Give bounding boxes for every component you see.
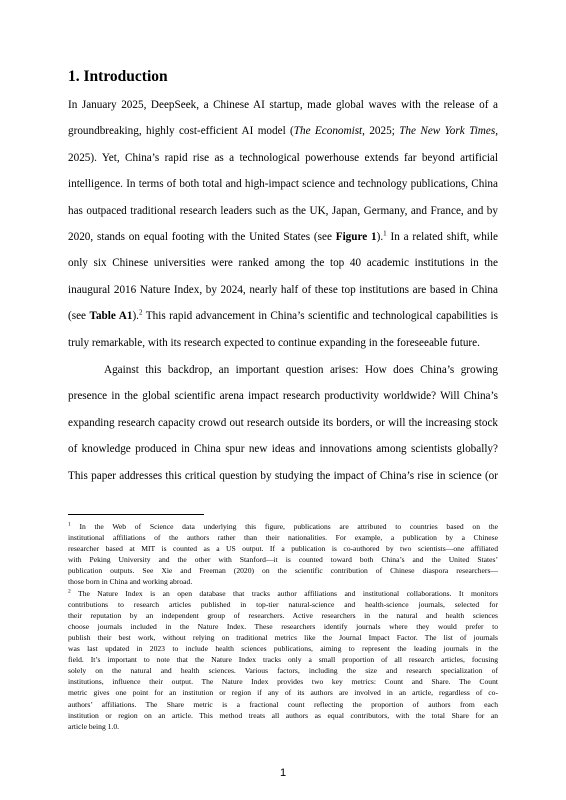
footnote-line: was last updated in 2023 to include health sciences publications, aiming to represent the leading journals in the [68,644,498,654]
text-line: intelligence. In terms of both total and high-impact science and technology publications, China [68,178,498,191]
text-span: 2020, stands on equal footing with the United States (see [68,230,336,243]
introduction-paragraph-1 [68,92,498,356]
text-line: This paper addresses this critical question by studying the impact of China’s rise in science (or [68,469,498,482]
footnote-line: authors’ affiliations. The Share metric is a fractional count reflecting the proportion of authors from each [68,699,498,709]
text-line: truly remarkable, with its research expected to continue expanding in the foreseeable future. [68,336,480,349]
footnote-line: publish their best work, without relying on traditional metrics like the Journal Impact Factor. The list of journals [68,632,498,642]
text-line: inaugural 2016 Nature Index, by 2024, nearly half of these top institutions are based in China [68,283,498,296]
footnote-1 [68,521,498,588]
text-line: 2025). Yet, China’s rapid rise as a technological powerhouse extends far beyond artificial [68,151,498,164]
page-number: 1 [279,767,287,779]
text-line: expanding research capacity crowd out research outside its borders, or will the increasing stock [68,416,498,429]
text-line: of knowledge produced in China spur new ideas and innovations among scientists globally? [68,443,498,456]
footnote-marker-2[interactable]: 2 [138,308,143,317]
footnote-line [68,521,498,532]
text-line: Against this backdrop, an important question arises: How does China’s growing [104,364,498,376]
footnote-line: solely on the natural and health sciences. Various factors, including the size and research specialization of [68,666,498,676]
footnote-line: field. It’s important to note that the Nature Index tracks only a small proportion of all research articles, focusing [68,655,498,665]
footnote-line: metric gives one point for an institution or region if any of its authors are involved in an article, regardless of co- [68,688,498,698]
footnote-number: 1 [68,521,71,528]
footnote-line: those born in China and working abroad. [68,577,193,587]
footnote-line: with Peking University and the other with Stanford—it is counted toward both China’s and the United States’ [68,555,498,565]
introduction-paragraph-2 [68,357,498,489]
footnote-2 [68,588,498,732]
table-reference[interactable]: Table A1 [89,310,133,323]
footnote-line: institutions, influence their output. The Nature Index provides two key metrics: Count and Share. The Count [68,677,498,687]
text-line [68,224,498,250]
text-line [68,303,498,329]
text-line: In January 2025, DeepSeek, a Chinese AI startup, made global waves with the release of a [68,99,498,111]
footnote-line: researcher based at MIT is counted as a US output. If a publication is co-authored by two scientists—one affiliated [68,544,498,554]
footnote-line: publication outputs. See Xie and Freeman (2020) on the scientific contribution of Chinese diaspora researchers— [68,566,498,576]
footnote-line: choose journals included in the Nature Index. These researchers identify journals where they would prefer to [68,621,498,631]
text-span: , [495,125,499,138]
footnote-line: institution or region on an article. This method treats all authors as equal contributors, with the total Share for an [68,710,498,720]
text-span: In the Web of Science data underlying this figure, publications are attributed to countries based on the [70,522,498,531]
text-line: only six Chinese universities were ranked among the top 40 academic institutions in the [68,257,498,270]
text-span: This rapid advancement in China’s scientific and technological capabilities is [142,310,498,323]
footnote-line: their reputation by an independent group of researchers. Active researchers in the natural and health sciences [68,610,498,620]
footnote-number: 2 [68,588,71,595]
text-line [68,118,498,144]
footnote-line: article being 1.0. [68,721,120,731]
text-span: , 2025; [362,125,400,138]
text-span: ). [132,310,139,323]
text-span: The Nature Index is an open database that tracks author affiliations and institutional collaborations. It monitors [70,588,498,598]
footnote-separator [68,514,204,515]
footnote-line: contributions to research articles published in top-tier natural-science and health-science journals, selected for [68,599,498,609]
text-line: presence in the global scientific arena impact research productivity worldwide? Will China’s [68,390,498,403]
footnote-line [68,588,498,599]
text-span: In a related shift, while [386,230,498,243]
footnotes [68,521,498,732]
figure-reference[interactable]: Figure 1 [335,230,377,243]
text-span: ). [376,230,384,243]
footnote-line: institutional affiliations of the authors rather than their nationalities. For example, a publication by a Chinese [68,533,498,543]
section-heading: 1. Introduction [68,68,168,85]
text-span: (see [68,310,90,323]
text-line: has outpaced traditional research leaders such as the UK, Japan, Germany, and France, and by [68,204,498,217]
citation-italic: The New York Times [399,125,496,138]
citation-italic: The Economist [293,125,363,138]
footnote-marker-1[interactable]: 1 [383,229,387,238]
text-span: groundbreaking, highly cost-efficient AI model ( [68,125,294,138]
